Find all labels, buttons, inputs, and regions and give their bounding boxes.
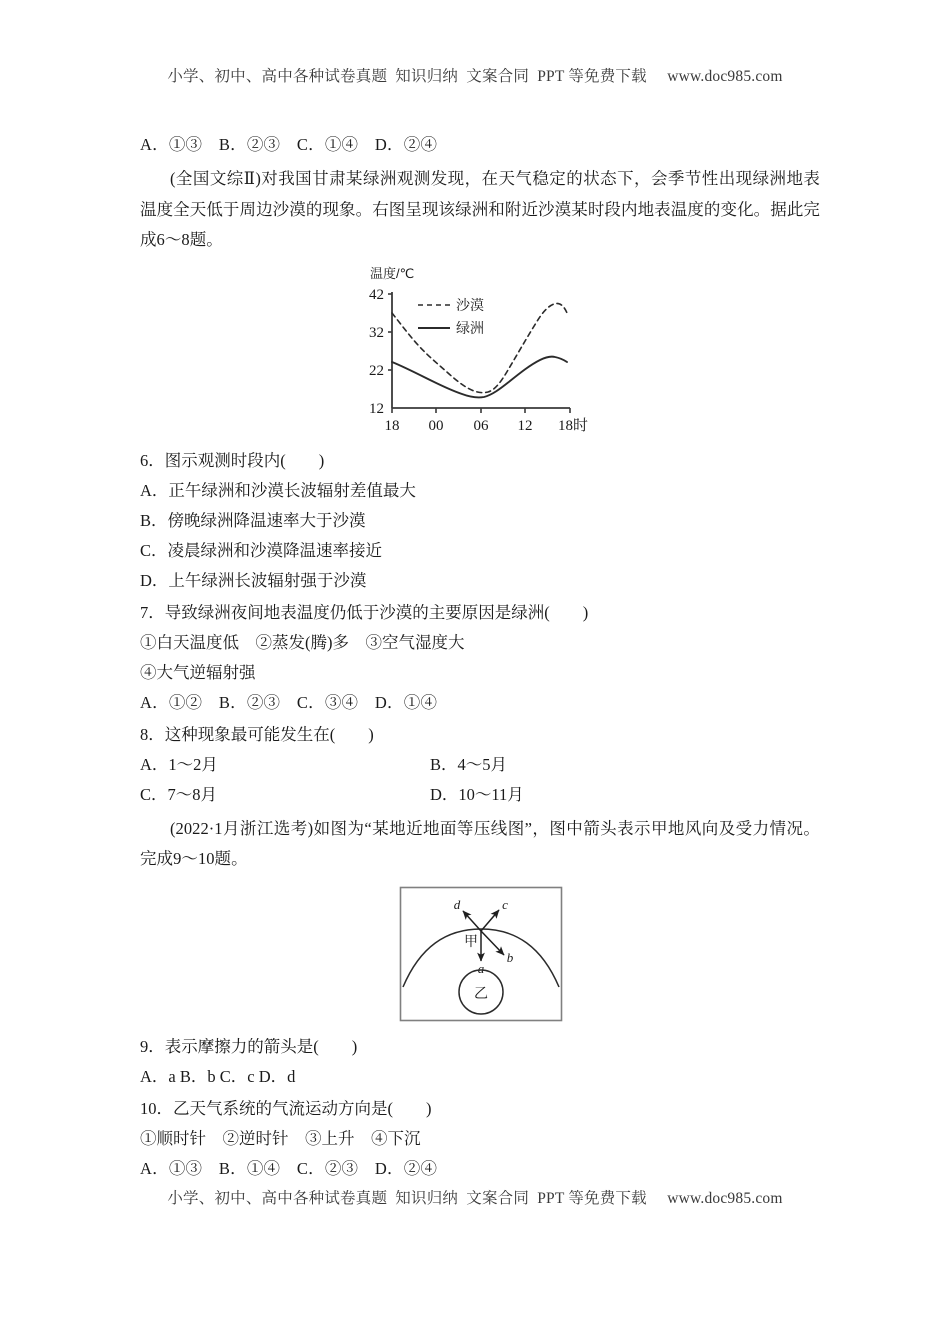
page-content — [140, 130, 820, 1184]
question-6-option-a: A．正午绿洲和沙漠长波辐射差值最大 — [140, 480, 416, 500]
y-tick-12: 12 — [369, 400, 384, 417]
temperature-chart-region — [140, 264, 820, 444]
question-8-option-a: A．1～2月 — [140, 754, 218, 774]
question-5-options: A．①③ B．②③ C．①④ D．②④ — [140, 135, 438, 154]
y-tick-42: 42 — [369, 286, 384, 303]
question-6-option-c: C．凌晨绿洲和沙漠降温速率接近 — [140, 540, 383, 560]
point-label-jia: 甲 — [464, 934, 478, 950]
question-7-items-line-1: ①白天温度低 ②蒸发(腾)多 ③空气湿度大 — [140, 632, 465, 652]
question-6-stem: 6．图示观测时段内( ) — [140, 450, 325, 470]
watermark-footer: 小学、初中、高中各种试卷真题 知识归纳 文案合同 PPT 等免费下载 www.doc985.com — [167, 1190, 783, 1207]
legend-label-oasis: 绿洲 — [456, 319, 484, 336]
question-8-options-row-2 — [140, 780, 820, 810]
x-tick-18: 18 — [384, 417, 400, 434]
isobar-diagram — [398, 885, 564, 1028]
system-label-yi: 乙 — [474, 986, 488, 1002]
legend-label-desert: 沙漠 — [456, 296, 484, 313]
arrow-c — [481, 910, 499, 931]
passage-1 — [140, 164, 820, 256]
isobar-diagram-svg — [398, 885, 564, 1023]
question-8-options-row-1 — [140, 750, 820, 780]
series-oasis-line — [392, 356, 567, 397]
arrow-d — [463, 911, 481, 931]
question-8-option-d: D．10～11月 — [430, 784, 524, 804]
question-7-options: A．①② B．②③ C．③④ D．①④ — [140, 692, 438, 712]
arrow-label-a: a — [477, 960, 485, 976]
question-10-options: A．①③ B．①④ C．②③ D．②④ — [140, 1158, 438, 1178]
y-tick-32: 32 — [369, 324, 384, 341]
arrow-label-d: d — [453, 896, 461, 912]
question-7-stem: 7．导致绿洲夜间地表温度仍低于沙漠的主要原因是绿洲( ) — [140, 602, 589, 622]
passage-1-text: (全国文综Ⅱ)对我国甘肃某绿洲观测发现，在天气稳定的状态下，会季节性出现绿洲地表温度全天低于周边沙漠的现象。右图呈现该绿洲和附近沙漠某时段内地表温度的变化。据此完成6～8题。 — [140, 169, 820, 249]
x-tick-12: 12 — [517, 417, 533, 434]
x-tick-06: 06 — [473, 417, 489, 434]
question-7-items-line-2: ④大气逆辐射强 — [140, 662, 256, 682]
watermark-header: 小学、初中、高中各种试卷真题 知识归纳 文案合同 PPT 等免费下载 www.doc985.com — [167, 68, 783, 85]
x-tick-00: 00 — [428, 417, 444, 434]
question-10-stem: 10．乙天气系统的气流运动方向是( ) — [140, 1098, 432, 1118]
question-9-options: A．a B．b C．c D．d — [140, 1066, 296, 1086]
question-6-option-d: D．上午绿洲长波辐射强于沙漠 — [140, 570, 367, 590]
question-8-stem: 8．这种现象最可能发生在( ) — [140, 724, 374, 744]
y-tick-22: 22 — [369, 362, 384, 379]
passage-2-text: (2022·1月浙江选考)如图为“某地近地面等压线图”，图中箭头表示甲地风向及受力情况。完成9～10题。 — [140, 818, 820, 868]
series-desert-line — [392, 303, 567, 392]
question-8-option-c: C．7～8月 — [140, 784, 218, 804]
question-6-option-b: B．傍晚绿洲降温速率大于沙漠 — [140, 510, 366, 530]
question-9-stem: 9．表示摩擦力的箭头是( ) — [140, 1036, 358, 1056]
question-10-items: ①顺时针 ②逆时针 ③上升 ④下沉 — [140, 1128, 421, 1148]
arrow-b — [481, 931, 504, 955]
question-8-option-b: B．4～5月 — [430, 754, 508, 774]
temperature-chart — [362, 264, 592, 439]
arrow-label-b: b — [506, 949, 514, 965]
isobar-diagram-region — [140, 885, 820, 1030]
temperature-chart-svg — [362, 264, 592, 439]
arrow-label-c: c — [502, 896, 508, 912]
passage-2 — [140, 814, 820, 875]
x-tick-18-shi: 18时 — [557, 417, 589, 434]
y-axis-title: 温度/℃ — [370, 265, 415, 281]
